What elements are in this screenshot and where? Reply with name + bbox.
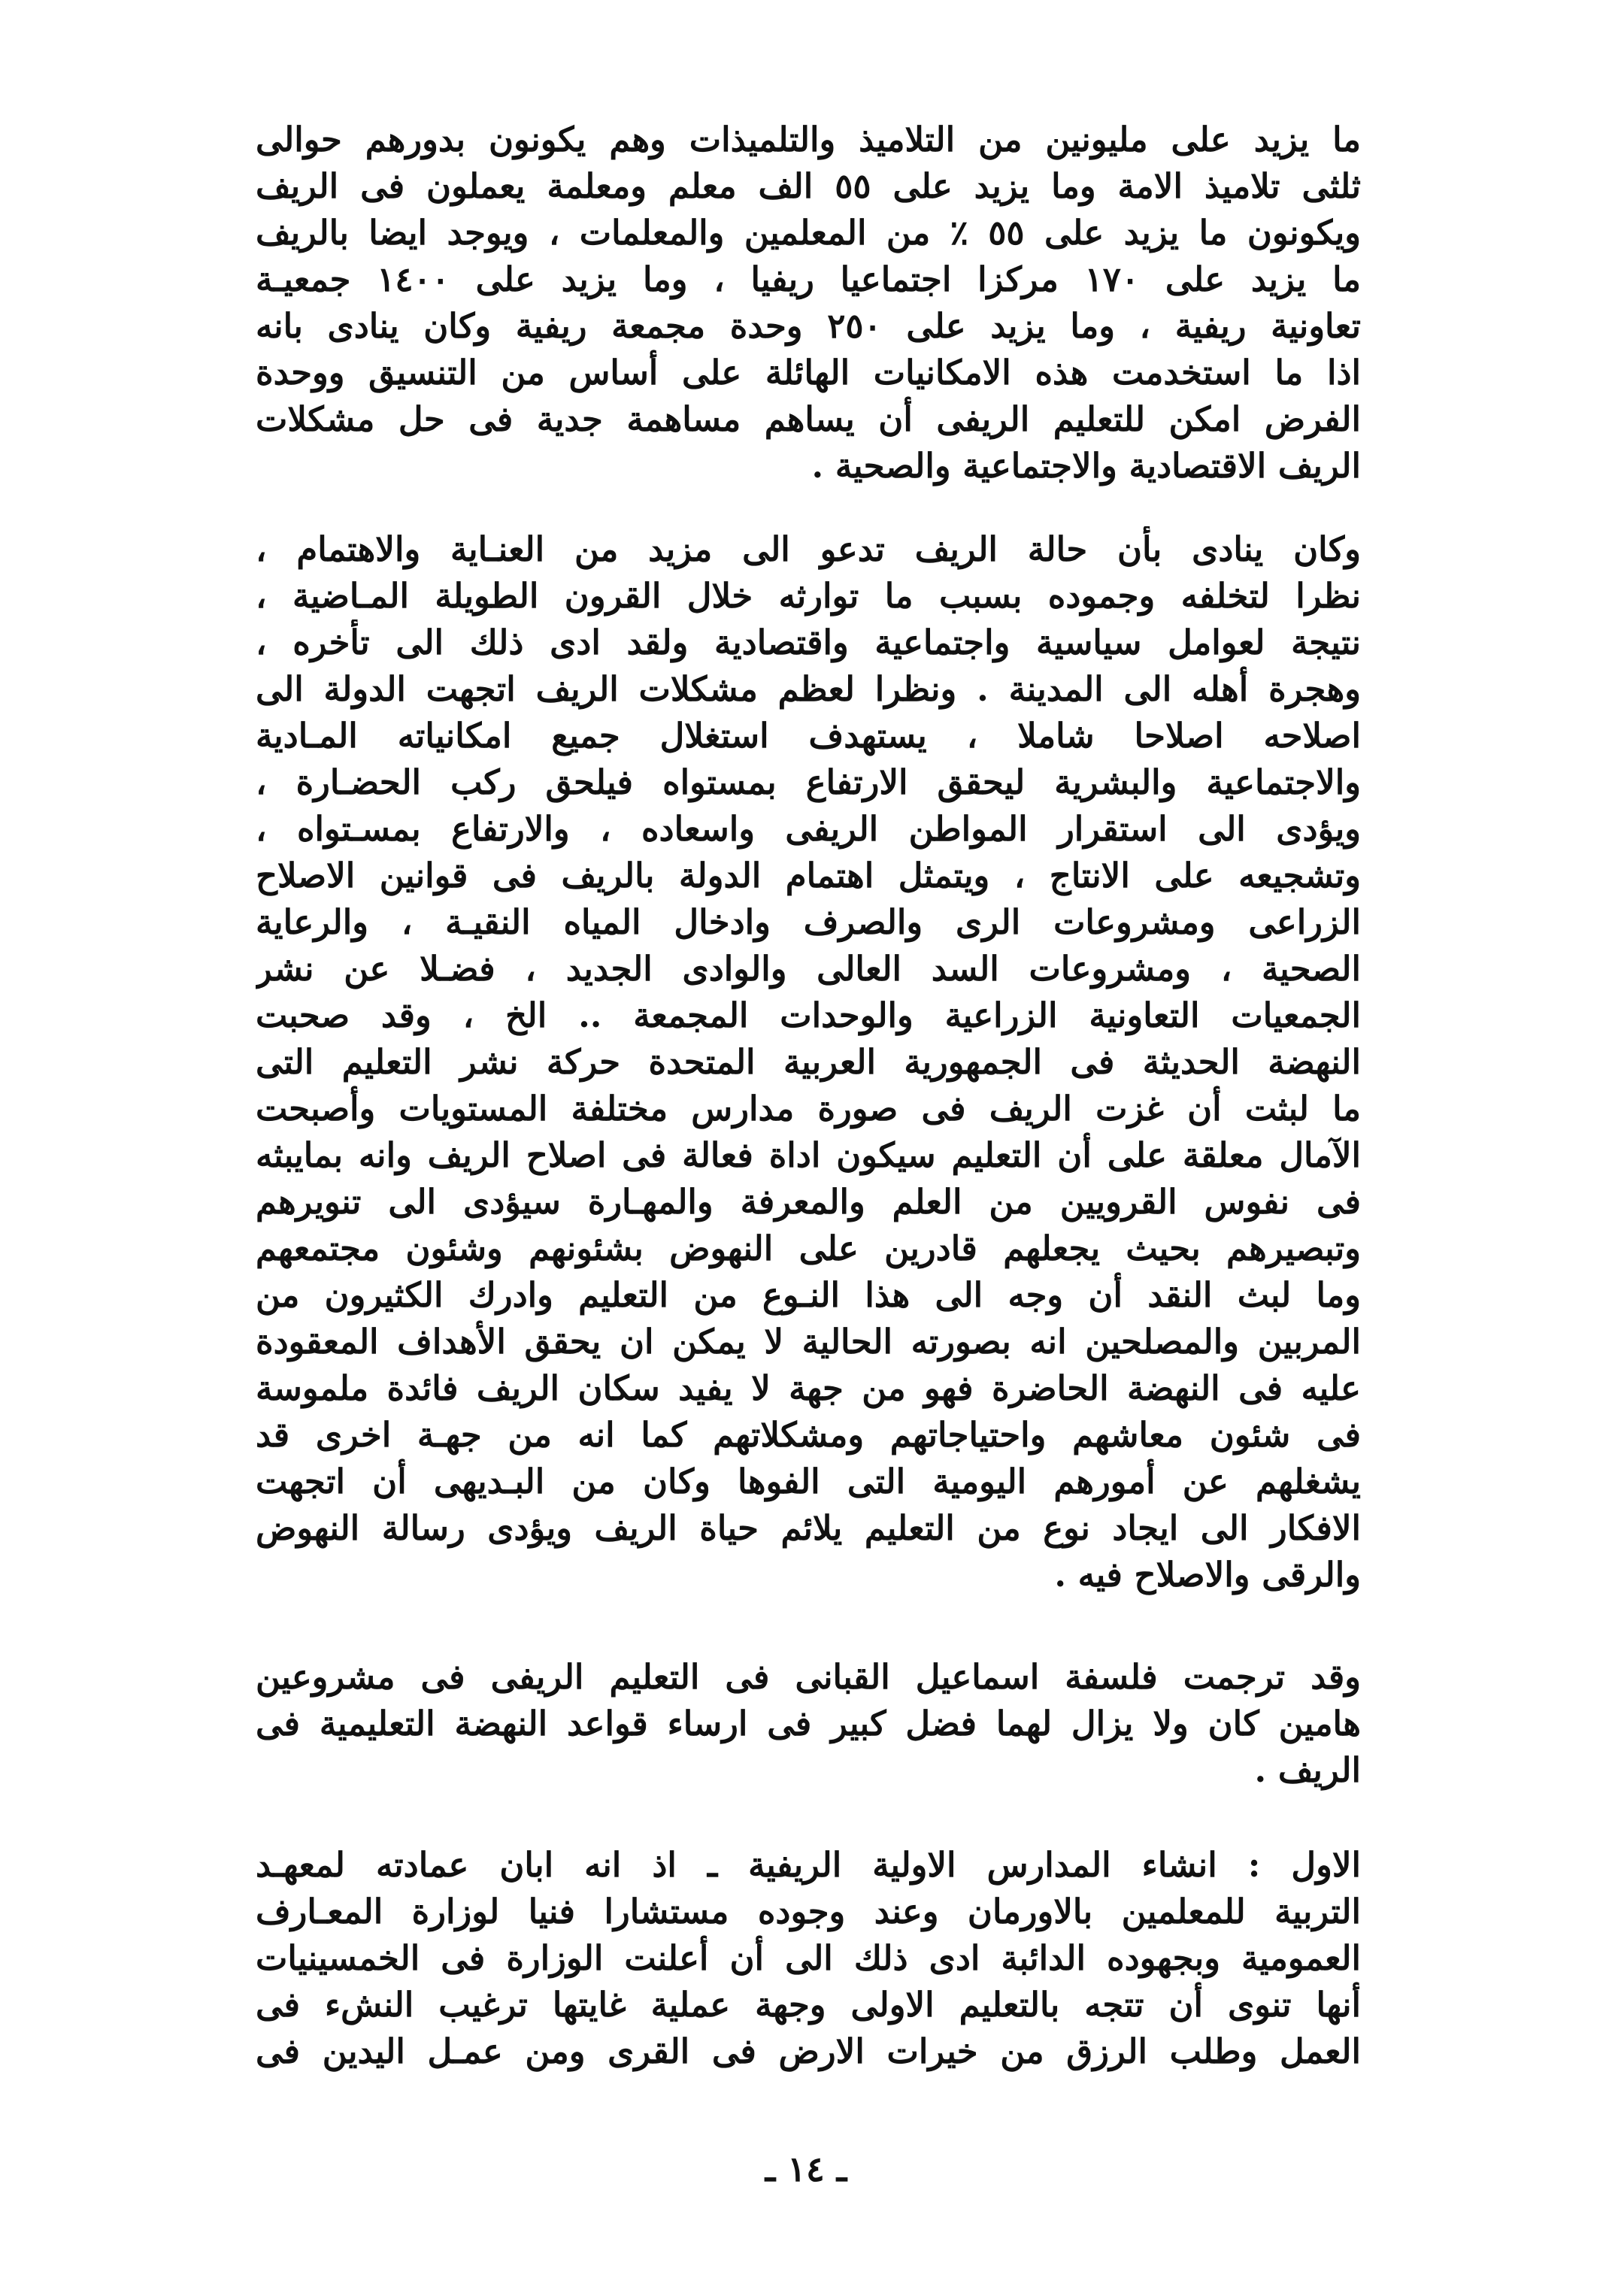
text-line: ما يزيد على مليونين من التلاميذ والتلميذات وهم يكونون بدورهم حوالى [256, 120, 1361, 159]
text-line: والرقى والاصلاح فيه . [1054, 1555, 1361, 1595]
text-line: ما يزيد على ١٧٠ مركزا اجتماعيا ريفيا ، وما يزيد على ١٤٠٠ جمعيـة [256, 259, 1361, 299]
text-line: وتبصيرهم بحيث يجعلهم قادرين على النهوض بشئونهم وشئون مجتمعهم [256, 1228, 1361, 1268]
text-line: الصحية ، ومشروعات السد العالى والوادى الجديد ، فضـلا عن نشر [256, 949, 1361, 989]
page-number: ـ ١٤ ـ [765, 2149, 847, 2189]
text-line: الافكار الى ايجاد نوع من التعليم يلائم حياة الريف ويؤدى رسالة النهوض [256, 1508, 1361, 1548]
text-line: اذا ما استخدمت هذه الامكانيات الهائلة على أساس من التنسيق ووحدة [256, 353, 1361, 392]
text-line: الاول : انشاء المدارس الاولية الريفية ـ اذ انه ابان عمادته لمعهـد [256, 1845, 1361, 1885]
text-line: الزراعى ومشروعات الرى والصرف وادخال المياه النقيـة ، والرعاية [256, 902, 1361, 942]
text-line: تعاونية ريفية ، وما يزيد على ٢٥٠ وحدة مجمعة ريفية وكان ينادى بانه [256, 306, 1361, 346]
text-line: النهضة الحديثة فى الجمهورية العربية المتحدة حركة نشر التعليم التى [256, 1042, 1361, 1082]
text-line: الفرض امكن للتعليم الريفى أن يساهم مساهمة جدية فى حل مشكلات [256, 399, 1361, 439]
text-line: الريف الاقتصادية والاجتماعية والصحية . [811, 446, 1361, 486]
text-line: وما لبث النقد أن وجه الى هذا النـوع من التعليم وادرك الكثيرون من [256, 1275, 1361, 1315]
text-line: والاجتماعية والبشرية ليحقق الارتفاع بمستواه فيلحق ركب الحضـارة ، [256, 762, 1361, 802]
text-line: وكان ينادى بأن حالة الريف تدعو الى مزيد من العنـاية والاهتمام ، [256, 529, 1361, 569]
text-line: ثلثى تلاميذ الامة وما يزيد على ٥٥ الف معلم ومعلمة يعملون فى الريف [256, 166, 1361, 206]
text-line: وتشجيعه على الانتاج ، ويتمثل اهتمام الدولة بالريف فى قوانين الاصلاح [256, 856, 1361, 895]
text-line: العمومية وبجهوده الدائبة ادى ذلك الى أن أعلنت الوزارة فى الخمسينيات [256, 1938, 1361, 1978]
text-line: أنها تنوى أن تتجه بالتعليم الاولى وجهة عملية غايتها ترغيب النشء فى [256, 1985, 1361, 2025]
text-line: فى نفوس القرويين من العلم والمعرفة والمهـارة سيؤدى الى تنويرهم [256, 1182, 1361, 1222]
text-line: عليه فى النهضة الحاضرة فهو من جهة لا يفيد سكان الريف فائدة ملموسة [256, 1368, 1361, 1408]
text-line: العمل وطلب الرزق من خيرات الارض فى القرى ومن عمـل اليدين فى [256, 2031, 1361, 2071]
text-line: اصلاحه اصلاحا شاملا ، يستهدف استغلال جميع امكانياته المـادية [256, 716, 1361, 756]
paragraph-4 [256, 1842, 1361, 2075]
text-line: الجمعيات التعاونية الزراعية والوحدات المجمعة .. الخ ، وقد صحبت [256, 995, 1361, 1035]
text-line: ما لبثت أن غزت الريف فى صورة مدارس مختلفة المستويات وأصبحت [256, 1089, 1361, 1128]
text-line: هامين كان ولا يزال لهما فضل كبير فى ارساء قواعد النهضة التعليمية فى [256, 1704, 1361, 1743]
paragraph-2 [256, 526, 1361, 1598]
paragraph-3 [256, 1654, 1361, 1794]
text-line: التربية للمعلمين بالاورمان وعند وجوده مستشارا فنيا لوزارة المعـارف [256, 1892, 1361, 1931]
text-line: فى شئون معاشهم واحتياجاتهم ومشكلاتهم كما انه من جهـة اخرى قد [256, 1415, 1361, 1455]
text-line: يشغلهم عن أمورهم اليومية التى الفوها وكان من البـديهى أن اتجهت [256, 1462, 1361, 1501]
text-line: وهجرة أهله الى المدينة . ونظرا لعظم مشكلات الريف اتجهت الدولة الى [256, 669, 1361, 709]
text-line: وقد ترجمت فلسفة اسماعيل القبانى فى التعليم الريفى فى مشروعين [256, 1657, 1361, 1697]
text-line: الآمال معلقة على أن التعليم سيكون اداة فعالة فى اصلاح الريف وانه بمايبثه [256, 1135, 1361, 1175]
text-line: نتيجة لعوامل سياسية واجتماعية واقتصادية ولقد ادى ذلك الى تأخره ، [256, 622, 1361, 662]
text-line: نظرا لتخلفه وجموده بسبب ما توارثه خلال القرون الطويلة المـاضية ، [256, 576, 1361, 616]
paragraph-1 [256, 117, 1361, 489]
text-line: ويؤدى الى استقرار المواطن الريفى واسعاده ، والارتفاع بمسـتواه ، [256, 809, 1361, 849]
text-line: الريف . [1254, 1750, 1361, 1790]
text-line: ويكونون ما يزيد على ٥٥ ٪ من المعلمين والمعلمات ، ويوجد ايضا بالريف [256, 213, 1361, 253]
text-line: المربين والمصلحين انه بصورته الحالية لا يمكن ان يحقق الأهداف المعقودة [256, 1322, 1361, 1362]
